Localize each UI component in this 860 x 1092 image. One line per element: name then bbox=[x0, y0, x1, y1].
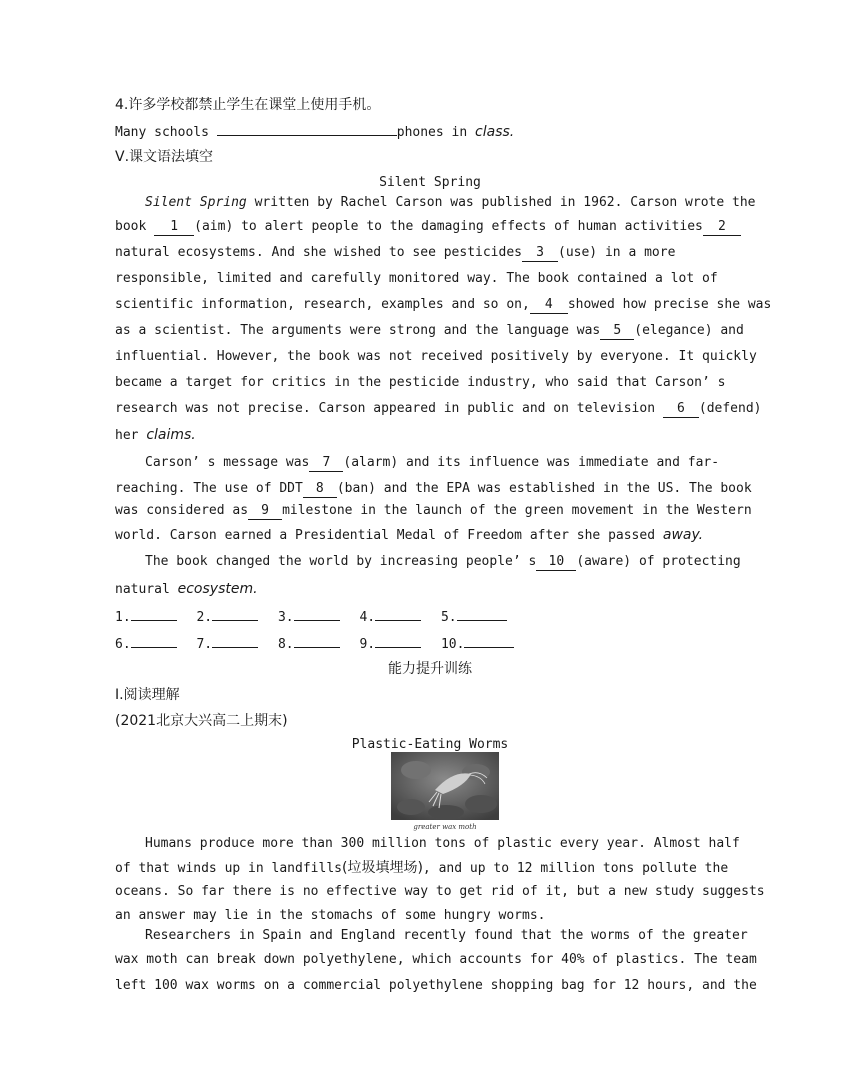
p1-line8: became a target for critics in the pesticide industry, who said that Carson’ s bbox=[115, 375, 726, 390]
r-p1-line4: an answer may lie in the stomachs of some hungry worms. bbox=[115, 908, 546, 923]
answer-blank-9[interactable] bbox=[375, 633, 421, 648]
answer-blank-8[interactable] bbox=[294, 633, 340, 648]
q4-end: class. bbox=[475, 124, 515, 140]
p3-line2: natural ecosystem. bbox=[115, 581, 258, 597]
r-p1-line3: oceans. So far there is no effective way to get rid of it, but a new study suggests bbox=[115, 884, 765, 899]
p1-line10: her claims. bbox=[115, 427, 196, 443]
blank-1[interactable]: 1 bbox=[154, 219, 194, 236]
p1-line7: influential. However, the book was not received positively by everyone. It quickly bbox=[115, 349, 757, 364]
p1-line6: as a scientist. The arguments were strong and the language was 5 (elegance) and bbox=[115, 323, 744, 338]
r-p2-line1: Researchers in Spain and England recently found that the worms of the greater bbox=[145, 928, 748, 943]
reading-title: Plastic-Eating Worms bbox=[351, 737, 509, 752]
section5-title: Ⅴ.课文语法填空 bbox=[115, 149, 214, 165]
section1-title: Ⅰ.阅读理解 bbox=[115, 687, 180, 703]
p1-line1: Silent Spring written by Rachel Carson was published in 1962. Carson wrote the bbox=[145, 195, 756, 210]
blank-3[interactable]: 3 bbox=[522, 245, 558, 262]
blank-2[interactable]: 2 bbox=[703, 219, 741, 236]
r-p1-line2: of that winds up in landfills(垃圾填埋场), and up to 12 million tons pollute the bbox=[115, 860, 729, 876]
answer-blank-10[interactable] bbox=[464, 633, 514, 648]
photo-caption: greater wax moth bbox=[413, 823, 477, 831]
answer-blank-7[interactable] bbox=[212, 633, 258, 648]
blank-10[interactable]: 10 bbox=[536, 554, 576, 571]
section-heading: 能力提升训练 bbox=[388, 661, 472, 677]
p1-line4: responsible, limited and carefully monitored way. The book contained a lot of bbox=[115, 271, 718, 286]
q4-english bbox=[115, 123, 514, 142]
p2-line2: reaching. The use of DDT 8 (ban) and the EPA was established in the US. The book bbox=[115, 481, 752, 496]
p1-line2: book 1 (aim) to alert people to the damaging effects of human activities 2 bbox=[115, 218, 741, 236]
p1-line5: scientific information, research, examples and so on, 4 showed how precise she was bbox=[115, 297, 772, 312]
p1-line3: natural ecosystems. And she wished to see pesticides 3 (use) in a more bbox=[115, 245, 676, 260]
answer-blank-1[interactable] bbox=[131, 606, 177, 621]
blank-4[interactable]: 4 bbox=[530, 297, 568, 314]
blank-6[interactable]: 6 bbox=[663, 401, 699, 418]
answer-row-2: 6. 7. 8. 9. 10. bbox=[115, 633, 526, 654]
q4-chinese: 4.许多学校都禁止学生在课堂上使用手机。 bbox=[115, 97, 381, 113]
moth-photo bbox=[391, 752, 499, 820]
r-p2-line2: wax moth can break down polyethylene, which accounts for 40% of plastics. The team bbox=[115, 952, 757, 967]
blank-8[interactable]: 8 bbox=[303, 481, 337, 498]
blank-5[interactable]: 5 bbox=[600, 323, 634, 340]
p3-line1: The book changed the world by increasing people’ s 10 (aware) of protecting bbox=[145, 554, 741, 569]
p2-line1: Carson’ s message was 7 (alarm) and its influence was immediate and far- bbox=[145, 455, 720, 470]
section1-source: (2021北京大兴高二上期末) bbox=[115, 713, 288, 729]
answer-blank-2[interactable] bbox=[212, 606, 258, 621]
answer-blank-4[interactable] bbox=[375, 606, 421, 621]
moth-icon bbox=[391, 752, 499, 820]
answer-blank-6[interactable] bbox=[131, 633, 177, 648]
p2-line3: was considered as 9 milestone in the launch of the green movement in the Western bbox=[115, 503, 752, 518]
q4-pre: Many schools bbox=[115, 125, 217, 140]
book-title: Silent Spring bbox=[145, 195, 247, 210]
passage-title: Silent Spring bbox=[379, 175, 481, 190]
p1-line9: research was not precise. Carson appeared in public and on television 6 (defend) bbox=[115, 401, 762, 416]
q4-blank[interactable] bbox=[217, 135, 397, 136]
answer-blank-5[interactable] bbox=[457, 606, 507, 621]
answer-row-1: 1. 2. 3. 4. 5. bbox=[115, 606, 519, 627]
answer-blank-3[interactable] bbox=[294, 606, 340, 621]
q4-post: phones in bbox=[396, 125, 476, 140]
blank-7[interactable]: 7 bbox=[309, 455, 343, 472]
blank-9[interactable]: 9 bbox=[248, 503, 282, 520]
r-p1-line1: Humans produce more than 300 million tons of plastic every year. Almost half bbox=[145, 836, 740, 851]
r-p2-line3: left 100 wax worms on a commercial polyethylene shopping bag for 12 hours, and the bbox=[115, 978, 757, 993]
p2-line4: world. Carson earned a Presidential Medal of Freedom after she passed away. bbox=[115, 527, 704, 543]
